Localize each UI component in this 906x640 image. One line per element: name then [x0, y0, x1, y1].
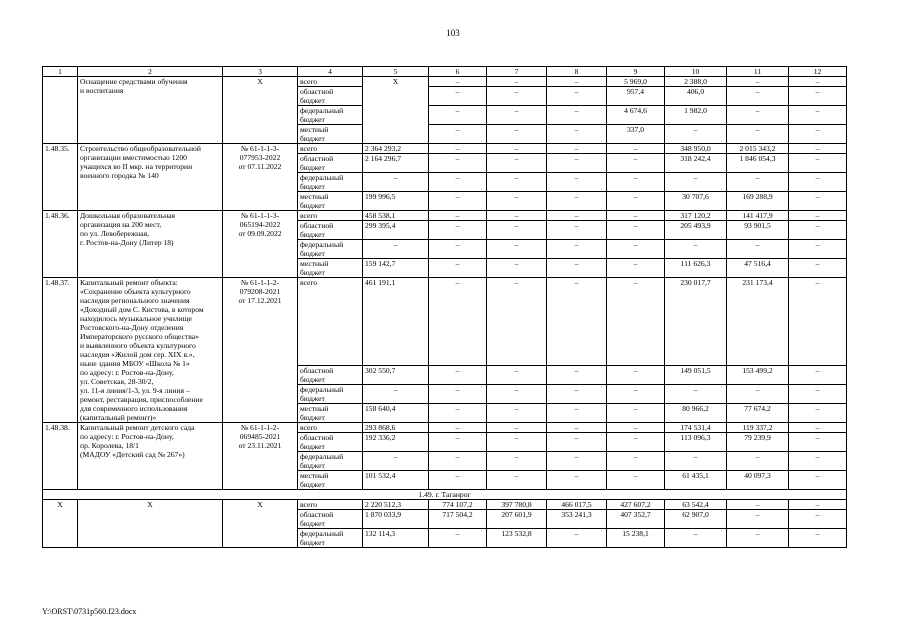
item-number [43, 77, 78, 144]
total-value: – [363, 452, 429, 471]
year-value: – [487, 154, 547, 173]
item-name: Х [78, 500, 223, 548]
year-value: 123 532,8 [487, 529, 547, 548]
year-value: – [789, 240, 847, 259]
total-value: 101 532,4 [363, 471, 429, 490]
page-number: 103 [446, 28, 460, 38]
year-value: – [429, 385, 487, 404]
year-value: 169 288,9 [727, 192, 789, 211]
col-header: 10 [665, 67, 727, 77]
item-name: Оснащение средствами обучения и воспитания [78, 77, 223, 144]
year-value: 153 499,2 [727, 366, 789, 385]
item-number: 1.48.38. [43, 423, 78, 490]
year-value: – [665, 385, 727, 404]
total-value: 158 640,4 [363, 404, 429, 423]
year-value: 141 417,9 [727, 211, 789, 221]
year-value: – [429, 471, 487, 490]
year-value: – [429, 529, 487, 548]
year-value: 205 493,9 [665, 221, 727, 240]
year-value: 466 017,5 [547, 500, 607, 510]
funding-source: всего [298, 423, 363, 433]
year-value: – [487, 278, 547, 366]
year-value: 4 674,6 [607, 106, 665, 125]
year-value: – [429, 278, 487, 366]
year-value: 93 901,5 [727, 221, 789, 240]
col-header: 2 [78, 67, 223, 77]
year-value: 207 601,9 [487, 510, 547, 529]
year-value: 47 516,4 [727, 259, 789, 278]
table-row [43, 144, 847, 154]
year-value: – [607, 211, 665, 221]
year-value: 80 966,2 [665, 404, 727, 423]
funding-source: федеральный бюджет [298, 529, 363, 548]
year-value: – [487, 423, 547, 433]
year-value: 717 504,2 [429, 510, 487, 529]
year-value: – [487, 144, 547, 154]
item-name: Капитальный ремонт детского сада по адресу: г. Ростов-на-Дону, пр. Королева, 18/1 (МАДОУ «Детский сад № 267») [78, 423, 223, 490]
year-value: – [487, 404, 547, 423]
col-header: 9 [607, 67, 665, 77]
year-value: – [547, 471, 607, 490]
table-row [43, 423, 847, 433]
year-value: – [547, 144, 607, 154]
year-value: – [607, 452, 665, 471]
year-value: 77 674,2 [727, 404, 789, 423]
year-value: – [789, 423, 847, 433]
year-value: – [607, 404, 665, 423]
year-value: – [547, 106, 607, 125]
year-value: – [429, 433, 487, 452]
year-value: – [789, 500, 847, 510]
year-value: 30 707,6 [665, 192, 727, 211]
year-value: – [429, 77, 487, 87]
year-value: – [789, 221, 847, 240]
year-value: – [487, 221, 547, 240]
funding-source: местный бюджет [298, 404, 363, 423]
funding-source: областной бюджет [298, 433, 363, 452]
year-value: – [607, 144, 665, 154]
item-number: 1.48.36. [43, 211, 78, 278]
year-value: – [547, 423, 607, 433]
funding-source: всего [298, 144, 363, 154]
file-path-footer: Y:\ORST\0731p560.f23.docx [42, 607, 137, 616]
year-value: 149 051,5 [665, 366, 727, 385]
year-value: 113 096,3 [665, 433, 727, 452]
year-value: – [789, 278, 847, 366]
section-row [43, 490, 847, 500]
year-value: – [429, 211, 487, 221]
year-value: – [487, 87, 547, 106]
funding-source: федеральный бюджет [298, 240, 363, 259]
year-value: – [487, 240, 547, 259]
total-value: 2 220 512,3 [363, 500, 429, 510]
year-value: – [607, 278, 665, 366]
year-value: – [665, 125, 727, 144]
table-row [43, 278, 847, 366]
funding-source: местный бюджет [298, 259, 363, 278]
total-value: – [363, 385, 429, 404]
year-value: 406,0 [665, 87, 727, 106]
year-value: – [607, 221, 665, 240]
item-number: 1.48.35. [43, 144, 78, 211]
document-ref: Х [223, 77, 298, 144]
year-value: – [487, 77, 547, 87]
document-ref: № 61-1-1-2- 069485-2021 от 23.11.2021 [223, 423, 298, 490]
total-value: 199 996,5 [363, 192, 429, 211]
document-ref: № 61-1-1-3- 065194-2022 от 09.09.2022 [223, 211, 298, 278]
year-value: – [547, 240, 607, 259]
year-value: – [789, 87, 847, 106]
funding-source: местный бюджет [298, 471, 363, 490]
header-row [43, 67, 847, 77]
year-value: – [665, 173, 727, 192]
year-value: – [429, 423, 487, 433]
year-value: – [547, 366, 607, 385]
year-value: – [789, 192, 847, 211]
table-row [43, 500, 847, 510]
document-ref: Х [223, 500, 298, 548]
year-value: 957,4 [607, 87, 665, 106]
col-header: 4 [298, 67, 363, 77]
year-value: 15 238,1 [607, 529, 665, 548]
year-value: – [429, 221, 487, 240]
total-value: – [363, 173, 429, 192]
year-value: – [607, 173, 665, 192]
year-value: 427 607,2 [607, 500, 665, 510]
col-header: 3 [223, 67, 298, 77]
year-value: – [789, 106, 847, 125]
funding-source: всего [298, 278, 363, 366]
year-value: – [789, 173, 847, 192]
year-value: – [727, 500, 789, 510]
total-value: 2 364 293,2 [363, 144, 429, 154]
year-value: 407 352,7 [607, 510, 665, 529]
year-value: – [547, 154, 607, 173]
year-value: – [547, 433, 607, 452]
year-value: – [547, 404, 607, 423]
year-value: – [607, 433, 665, 452]
year-value: – [789, 510, 847, 529]
year-value: – [789, 144, 847, 154]
total-value: 461 191,1 [363, 278, 429, 366]
col-header: 1 [43, 67, 78, 77]
year-value: 1 982,0 [665, 106, 727, 125]
year-value: – [487, 433, 547, 452]
year-value: – [547, 192, 607, 211]
year-value: – [429, 106, 487, 125]
total-value: 299 395,4 [363, 221, 429, 240]
year-value: – [429, 173, 487, 192]
year-value: 337,0 [607, 125, 665, 144]
year-value: – [429, 125, 487, 144]
total-value: – [363, 240, 429, 259]
year-value: 2 388,0 [665, 77, 727, 87]
total-value: 132 114,3 [363, 529, 429, 548]
funding-source: федеральный бюджет [298, 385, 363, 404]
year-value: – [547, 221, 607, 240]
year-value: – [789, 259, 847, 278]
year-value: – [547, 259, 607, 278]
year-value: – [607, 423, 665, 433]
year-value: – [789, 529, 847, 548]
year-value: 5 969,0 [607, 77, 665, 87]
year-value: 230 017,7 [665, 278, 727, 366]
year-value: – [429, 259, 487, 278]
document-ref: № 61-1-1-2- 079208-2021 от 17.12.2021 [223, 278, 298, 423]
year-value: – [429, 192, 487, 211]
year-value: 2 015 343,2 [727, 144, 789, 154]
year-value: – [727, 510, 789, 529]
item-name: Дошкольная образовательная организация на 200 мест, по ул. Левобережная, г. Ростов-на-Дону (Литер 18) [78, 211, 223, 278]
table-row [43, 211, 847, 221]
year-value: – [607, 385, 665, 404]
funding-source: областной бюджет [298, 221, 363, 240]
year-value: – [429, 87, 487, 106]
year-value: – [487, 452, 547, 471]
year-value: – [487, 385, 547, 404]
year-value: – [547, 77, 607, 87]
year-value: 774 107,2 [429, 500, 487, 510]
year-value: – [547, 452, 607, 471]
year-value: – [789, 211, 847, 221]
year-value: – [487, 125, 547, 144]
col-header: 8 [547, 67, 607, 77]
year-value: 119 337,2 [727, 423, 789, 433]
year-value: – [547, 125, 607, 144]
year-value: – [607, 471, 665, 490]
year-value: – [429, 144, 487, 154]
year-value: – [789, 471, 847, 490]
year-value: 317 120,2 [665, 211, 727, 221]
year-value: – [727, 125, 789, 144]
year-value: – [607, 259, 665, 278]
year-value: – [727, 385, 789, 404]
year-value: – [727, 87, 789, 106]
year-value: – [789, 385, 847, 404]
year-value: – [487, 106, 547, 125]
total-value: 302 550,7 [363, 366, 429, 385]
year-value: – [487, 259, 547, 278]
item-number: Х [43, 500, 78, 548]
year-value: – [789, 154, 847, 173]
year-value: – [789, 77, 847, 87]
year-value: – [429, 366, 487, 385]
year-value: – [547, 385, 607, 404]
year-value: – [665, 529, 727, 548]
year-value: 40 097,3 [727, 471, 789, 490]
year-value: – [789, 433, 847, 452]
budget-table [42, 66, 847, 548]
total-value: 1 870 033,9 [363, 510, 429, 529]
year-value: – [665, 240, 727, 259]
section-title: 1.49. г. Таганрог [43, 490, 847, 500]
funding-source: всего [298, 77, 363, 87]
year-value: 353 241,3 [547, 510, 607, 529]
year-value: – [789, 452, 847, 471]
year-value: – [789, 125, 847, 144]
year-value: – [727, 106, 789, 125]
year-value: – [547, 173, 607, 192]
year-value: – [727, 173, 789, 192]
year-value: 318 242,4 [665, 154, 727, 173]
col-header: 5 [363, 67, 429, 77]
col-header: 7 [487, 67, 547, 77]
year-value: – [607, 366, 665, 385]
col-header: 12 [789, 67, 847, 77]
funding-source: областной бюджет [298, 366, 363, 385]
funding-source: федеральный бюджет [298, 452, 363, 471]
year-value: – [547, 211, 607, 221]
year-value: – [547, 87, 607, 106]
funding-source: всего [298, 211, 363, 221]
year-value: 1 846 054,3 [727, 154, 789, 173]
total-value: 2 164 296,7 [363, 154, 429, 173]
year-value: – [727, 529, 789, 548]
year-value: 111 626,3 [665, 259, 727, 278]
year-value: – [487, 173, 547, 192]
year-value: – [429, 404, 487, 423]
year-value: – [487, 471, 547, 490]
year-value: 231 173,4 [727, 278, 789, 366]
year-value: – [487, 211, 547, 221]
funding-source: местный бюджет [298, 192, 363, 211]
funding-source: всего [298, 500, 363, 510]
year-value: – [607, 240, 665, 259]
year-value: – [727, 452, 789, 471]
year-value: 79 239,9 [727, 433, 789, 452]
year-value: – [727, 240, 789, 259]
col-header: 6 [429, 67, 487, 77]
document-ref: № 61-1-1-3- 077953-2022 от 07.11.2022 [223, 144, 298, 211]
total-value: 159 142,7 [363, 259, 429, 278]
item-number: 1.48.37. [43, 278, 78, 423]
item-name: Капитальный ремонт объекта: «Сохранение объекта культурного наследия регионального значения «Доходный дом С. Кистова, в котором находилось музыкальное училище Ростовского-на-Дону отделения Императорского русского общества» и выявленного объекта культурного наследия «Жилой дом сер. XIX в.», ныне здания МБОУ «Школа № 1» по адресу: г. Ростов-на-Дону, ул. Советская, 28-30/2, ул. 11-я линия/1-3, ул. 9-я линия – ремонт, реставрация, приспособление для современного использования (капитальный ремонт)» [78, 278, 223, 423]
year-value: – [429, 452, 487, 471]
col-header: 11 [727, 67, 789, 77]
funding-source: федеральный бюджет [298, 173, 363, 192]
year-value: – [607, 154, 665, 173]
year-value: 61 435,1 [665, 471, 727, 490]
year-value: 397 780,8 [487, 500, 547, 510]
year-value: 62 907,0 [665, 510, 727, 529]
item-name: Строительство общеобразовательной организации вместимостью 1200 учащихся во II мкр. на территории военного городка № 140 [78, 144, 223, 211]
total-value: 293 868,6 [363, 423, 429, 433]
year-value: – [487, 366, 547, 385]
year-value: – [727, 77, 789, 87]
year-value: – [665, 452, 727, 471]
funding-source: областной бюджет [298, 87, 363, 106]
year-value: – [429, 154, 487, 173]
year-value: – [789, 404, 847, 423]
total-value: 192 336,2 [363, 433, 429, 452]
year-value: 174 531,4 [665, 423, 727, 433]
funding-source: федеральный бюджет [298, 106, 363, 125]
table-row [43, 77, 847, 87]
funding-source: областной бюджет [298, 154, 363, 173]
year-value: – [547, 529, 607, 548]
year-value: – [607, 192, 665, 211]
funding-source: местный бюджет [298, 125, 363, 144]
total-value: 458 538,1 [363, 211, 429, 221]
funding-source: областной бюджет [298, 510, 363, 529]
total-value: Х [363, 77, 429, 144]
year-value: – [429, 240, 487, 259]
year-value: – [487, 192, 547, 211]
year-value: – [547, 278, 607, 366]
year-value: 63 542,4 [665, 500, 727, 510]
year-value: 348 950,0 [665, 144, 727, 154]
year-value: – [789, 366, 847, 385]
